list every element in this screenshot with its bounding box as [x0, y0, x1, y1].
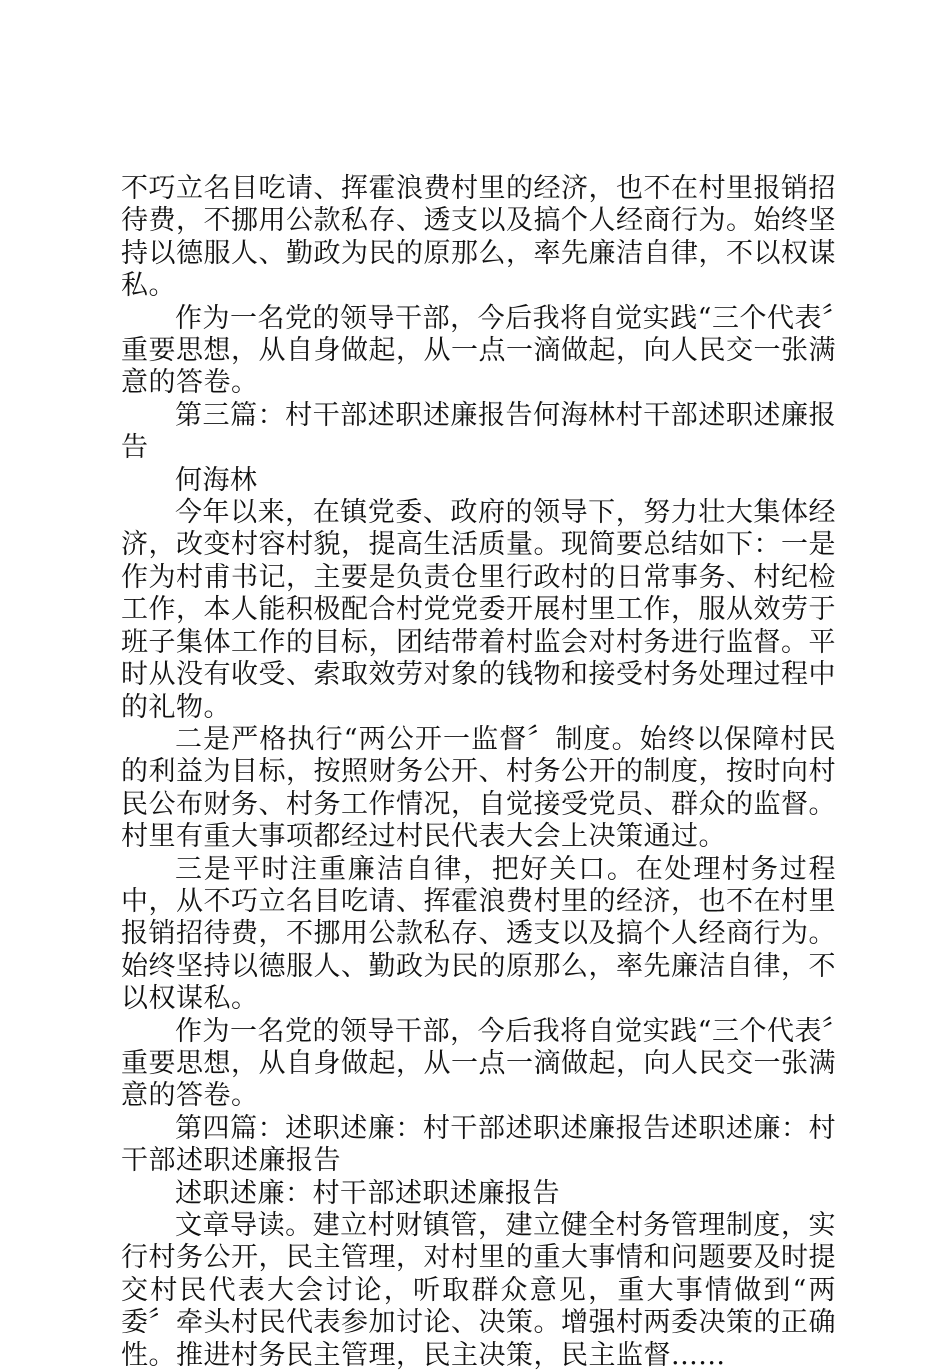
section-heading-4: 第四篇：述职述廉：村干部述职述廉报告述职述廉：村干部述职述廉报告	[121, 1112, 836, 1177]
section-heading-3: 第三篇：村干部述职述廉报告何海林村干部述职述廉报告	[121, 399, 836, 464]
paragraph-11: 文章导读。建立村财镇管，建立健全村务管理制度，实行村务公开，民主管理，对村里的重大事情和问题要及时提交村民代表大会讨论，听取群众意见，重大事情做到“两委〞牵头村民代表参加讨论、决策。增强村两委决策的正确性。推进村务民主管理，民主决策，民主监督......	[121, 1210, 836, 1371]
paragraph-5: 今年以来，在镇党委、政府的领导下，努力壮大集体经济，改变村容村貌，提高生活质量。现简要总结如下：一是作为村甫书记，主要是负责仓里行政村的日常事务、村纪检工作，本人能积极配合村党党委开展村里工作，服从效劳于班子集体工作的目标，团结带着村监会对村务进行监督。平时从没有收受、索取效劳对象的钱物和接受村务处理过程中的礼物。	[121, 497, 836, 723]
paragraph-1: 不巧立名目吃请、挥霍浪费村里的经济，也不在村里报销招待费，不挪用公款私存、透支以及搞个人经商行为。始终坚持以德服人、勤政为民的原那么，率先廉洁自律，不以权谋私。	[121, 173, 836, 302]
author-name: 何海林	[175, 464, 258, 496]
paragraph-2: 作为一名党的领导干部，今后我将自觉实践“三个代表〞重要思想，从自身做起，从一点一滴做起，向人民交一张满意的答卷。	[121, 302, 836, 399]
paragraph-8: 作为一名党的领导干部，今后我将自觉实践“三个代表〞重要思想，从自身做起，从一点一滴做起，向人民交一张满意的答卷。	[121, 1015, 836, 1112]
subtitle: 述职述廉：村干部述职述廉报告	[175, 1177, 560, 1209]
document-body	[121, 173, 836, 1372]
paragraph-7: 三是平时注重廉洁自律，把好关口。在处理村务过程中，从不巧立名目吃请、挥霍浪费村里的经济，也不在村里报销招待费，不挪用公款私存、透支以及搞个人经商行为。始终坚持以德服人、勤政为民的原那么，率先廉洁自律，不以权谋私。	[121, 853, 836, 1015]
paragraph-6: 二是严格执行“两公开一监督〞制度。始终以保障村民的利益为目标，按照财务公开、村务公开的制度，按时向村民公布财务、村务工作情况，自觉接受党员、群众的监督。村里有重大事项都经过村民代表大会上决策通过。	[121, 723, 836, 853]
